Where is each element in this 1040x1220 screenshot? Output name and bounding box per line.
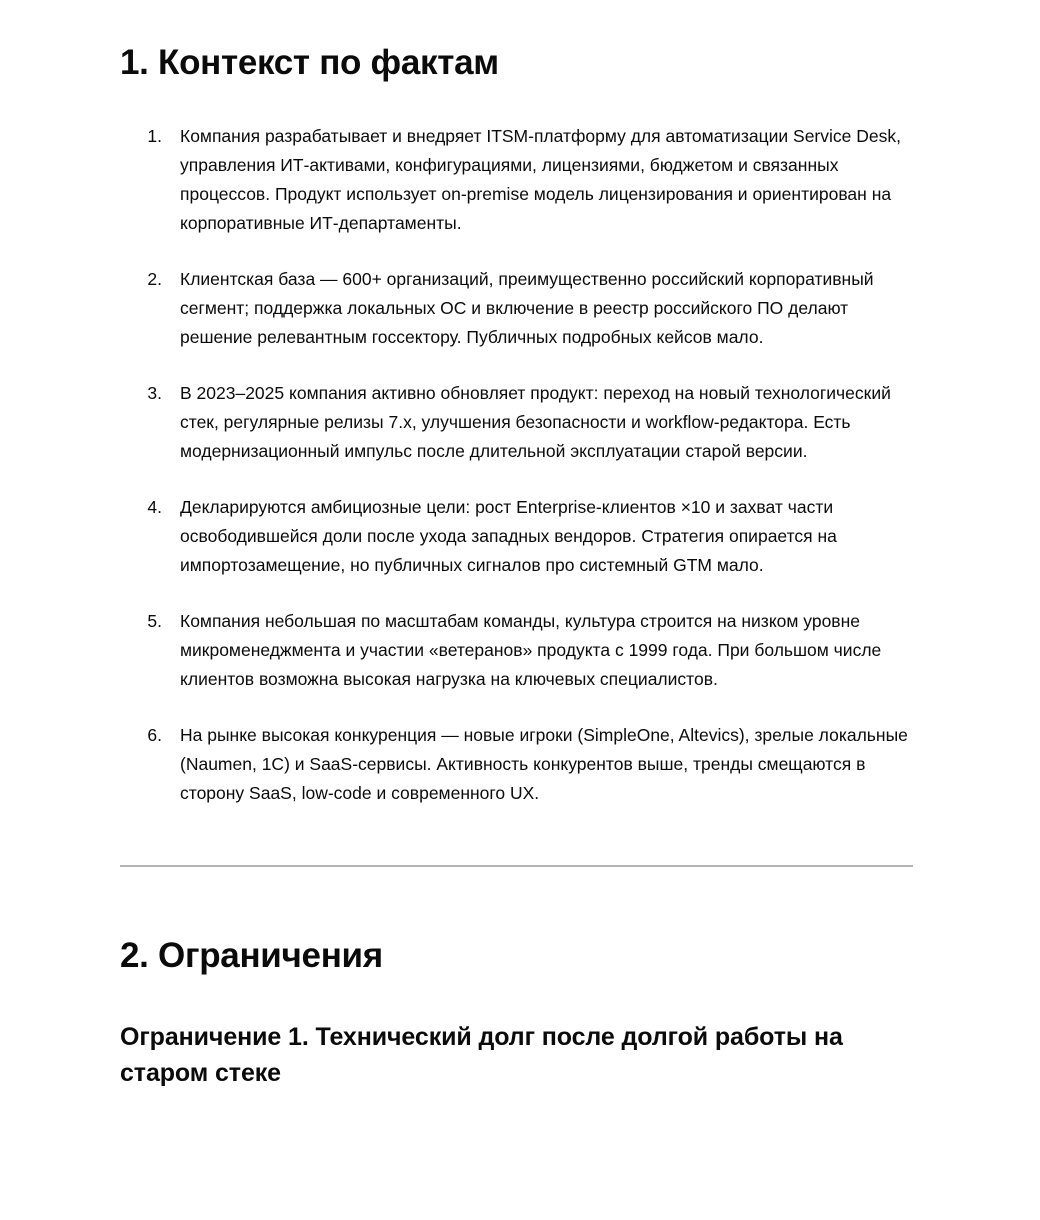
list-item-text: Декларируются амбициозные цели: рост Enterprise-клиентов ×10 и захват части освободившейся доли после ухода западных вендоров. Стратегия опирается на импортозамещение, но публичных сигналов про системный GTM мало. xyxy=(180,497,837,575)
context-facts-list xyxy=(120,84,920,808)
list-item xyxy=(120,721,920,808)
list-item-marker: 3. xyxy=(147,383,162,403)
list-item-text: Клиентская база — 600+ организаций, преимущественно российский корпоративный сегмент; поддержка локальных ОС и включение в реестр российского ПО делают решение релевантным госсектору. Публичных подробных кейсов мало. xyxy=(180,269,874,347)
document-content xyxy=(120,0,920,1091)
list-item xyxy=(120,122,920,238)
list-item-text: В 2023–2025 компания активно обновляет продукт: переход на новый технологический стек, регулярные релизы 7.x, улучшения безопасности и workflow-редактора. Есть модернизационный импульс после длительной эксплуатации старой версии. xyxy=(180,383,891,461)
list-item-marker: 4. xyxy=(147,497,162,517)
subsection-heading-wrap xyxy=(120,977,920,1091)
list-item-text: Компания разрабатывает и внедряет ITSM-платформу для автоматизации Service Desk, управления ИТ-активами, конфигурациями, лицензиями, бюджетом и связанных процессов. Продукт использует on-premise модель лицензирования и ориентирован на корпоративные ИТ-департаменты. xyxy=(180,126,901,233)
list-item-marker: 1. xyxy=(147,126,162,146)
list-item-marker: 6. xyxy=(147,725,162,745)
list-item xyxy=(120,607,920,694)
list-item xyxy=(120,493,920,580)
list-item-text: Компания небольшая по масштабам команды, культура строится на низком уровне микроменеджмента и участии «ветеранов» продукта с 1999 года. При большом числе клиентов возможна высокая нагрузка на ключевых специалистов. xyxy=(180,611,882,689)
section-divider-wrap xyxy=(120,808,920,867)
section-context xyxy=(120,0,920,808)
list-item-marker: 5. xyxy=(147,611,162,631)
list-item xyxy=(120,265,920,352)
list-item xyxy=(120,379,920,466)
list-item-text: На рынке высокая конкуренция — новые игроки (SimpleOne, Altevics), зрелые локальные (Naumen, 1С) и SaaS-сервисы. Активность конкурентов выше, тренды смещаются в сторону SaaS, low-code и современного UX. xyxy=(180,725,908,803)
subsection-heading: Ограничение 1. Технический долг после долгой работы на старом стеке xyxy=(120,1023,843,1087)
section-heading: 2. Ограничения xyxy=(120,936,383,975)
list-item-marker: 2. xyxy=(147,269,162,289)
section-limitations xyxy=(120,867,920,1091)
page-title: 1. Контекст по фактам xyxy=(120,43,499,82)
